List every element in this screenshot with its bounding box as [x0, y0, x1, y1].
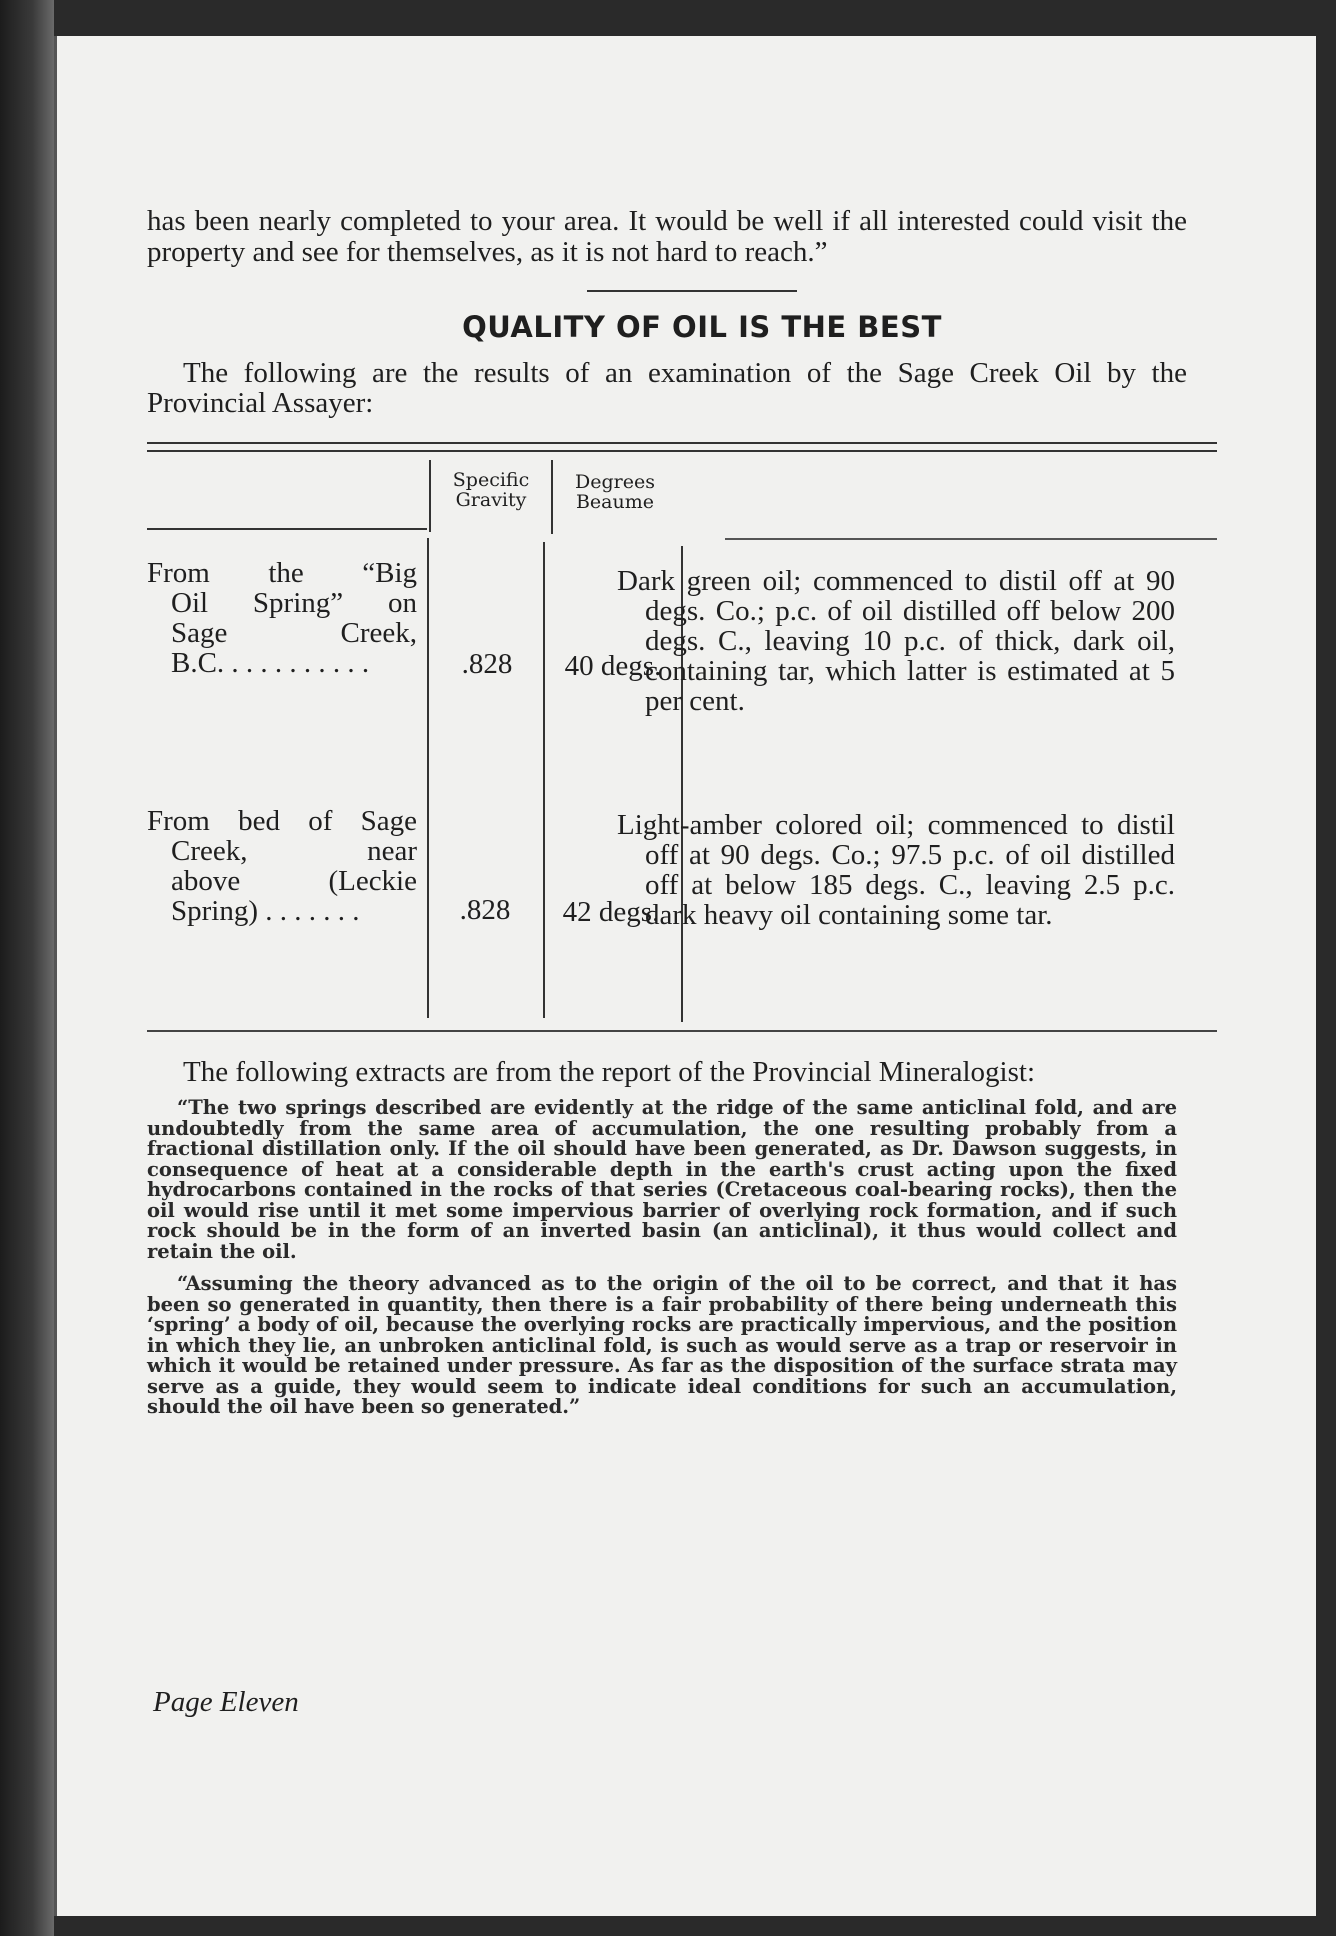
row2-source-line: Creek, near: [171, 835, 417, 867]
section-divider: [587, 290, 797, 292]
quote-paragraph-1: “The two springs described are evidently at the ridge of the same anticlinal fold, and are undoubtedly from the same area of accumulation, the one resulting probably from a fractional distillation only. If the oil should have been generated, as Dr. Dawson suggests, in consequence of heat at a considerable depth in the earth's crust acting upon the fixed hydrocarbons contained in the rocks of that series (Cretaceous coal-bearing rocks), then the oil would rise until it met some impervious barrier of overlying rock formation, and if such rock should be in the form of an inverted basin (an anticlinal), it thus would collect and retain the oil.: [147, 1096, 1177, 1263]
extracts-intro: The following extracts are from the report of the Provincial Mineralogist:: [183, 1056, 1036, 1088]
intro-paragraph: has been nearly completed to your area. It would be well if all interested could visit the property and see for themselves, as it is not hard to reach.”: [147, 205, 1187, 268]
row1-description: Dark green oil; commenced to distil off at 90 degs. Co.; p.c. of oil distilled off below 200 degs. C., leaving 10 p.c. of thick, dark oil, containing tar, which latter is estimated at 5 per cent.: [617, 565, 1175, 717]
row2-description: Light-amber colored oil; commenced to distil off at 90 degs. Co.; 97.5 p.c. of oil distilled off at below 185 degs. C., leaving 2.5 p.c. dark heavy oil containing some tar.: [617, 809, 1175, 931]
row2-beaume: 42 degs.: [562, 896, 660, 928]
row2-gravity: .828: [459, 894, 511, 926]
header-rule-right: [725, 538, 1217, 540]
quote-paragraph-2: “Assuming the theory advanced as to the origin of the oil to be correct, and that it has been so generated in quantity, then there is a fair probability of there being underneath this ‘spring’ a body of oil, because the overlying rocks are practically impervious, and the position in which they lie, an unbroken anticlinal fold, is such as would serve as a trap or reservoir in which it would be retained under pressure. As far as the disposition of the surface strata may serve as a guide, they would seem to indicate ideal conditions for such an accumulation, should the oil have been so generated.”: [147, 1272, 1177, 1418]
row1-gravity: .828: [461, 648, 513, 680]
col-header-beaume: [555, 472, 675, 512]
col-header-beaume-line1: Degrees: [575, 471, 655, 493]
column-divider: [543, 542, 545, 1018]
row1-source-line: B.C. . . . . . . . . . .: [171, 647, 370, 679]
row1-source-line: Oil Spring” on: [171, 587, 417, 619]
row2-source: [147, 806, 417, 926]
col-header-gravity-line2: Gravity: [455, 489, 527, 511]
row1-source: [147, 558, 417, 678]
row1-source-line: Sage Creek,: [171, 617, 417, 649]
row2-source-line: Spring) . . . . . . .: [171, 895, 360, 927]
page-number: Page Eleven: [153, 1686, 299, 1718]
col-header-gravity: [431, 470, 551, 510]
book-spine: [0, 0, 54, 1936]
page-content: [147, 206, 1257, 1418]
row1-beaume: 40 degs.: [564, 650, 662, 682]
document-page: [54, 36, 1316, 1916]
column-divider: [551, 460, 553, 534]
row1-source-line: From the “Big: [147, 557, 417, 589]
lead-paragraph: The following are the results of an examination of the Sage Creek Oil by the Provincial Assayer:: [147, 357, 1187, 419]
section-heading: QUALITY OF OIL IS THE BEST: [462, 310, 942, 344]
assay-table: [147, 442, 1217, 1032]
header-rule: [147, 528, 427, 530]
col-header-gravity-line1: Specific: [452, 469, 530, 491]
table-top-rule: [147, 442, 1217, 452]
col-header-beaume-line2: Beaume: [575, 491, 655, 513]
table-bottom-rule: [147, 1030, 1217, 1032]
row2-source-line: From bed of Sage: [147, 805, 417, 837]
column-divider: [427, 538, 429, 1018]
row2-source-line: above (Leckie: [171, 865, 417, 897]
